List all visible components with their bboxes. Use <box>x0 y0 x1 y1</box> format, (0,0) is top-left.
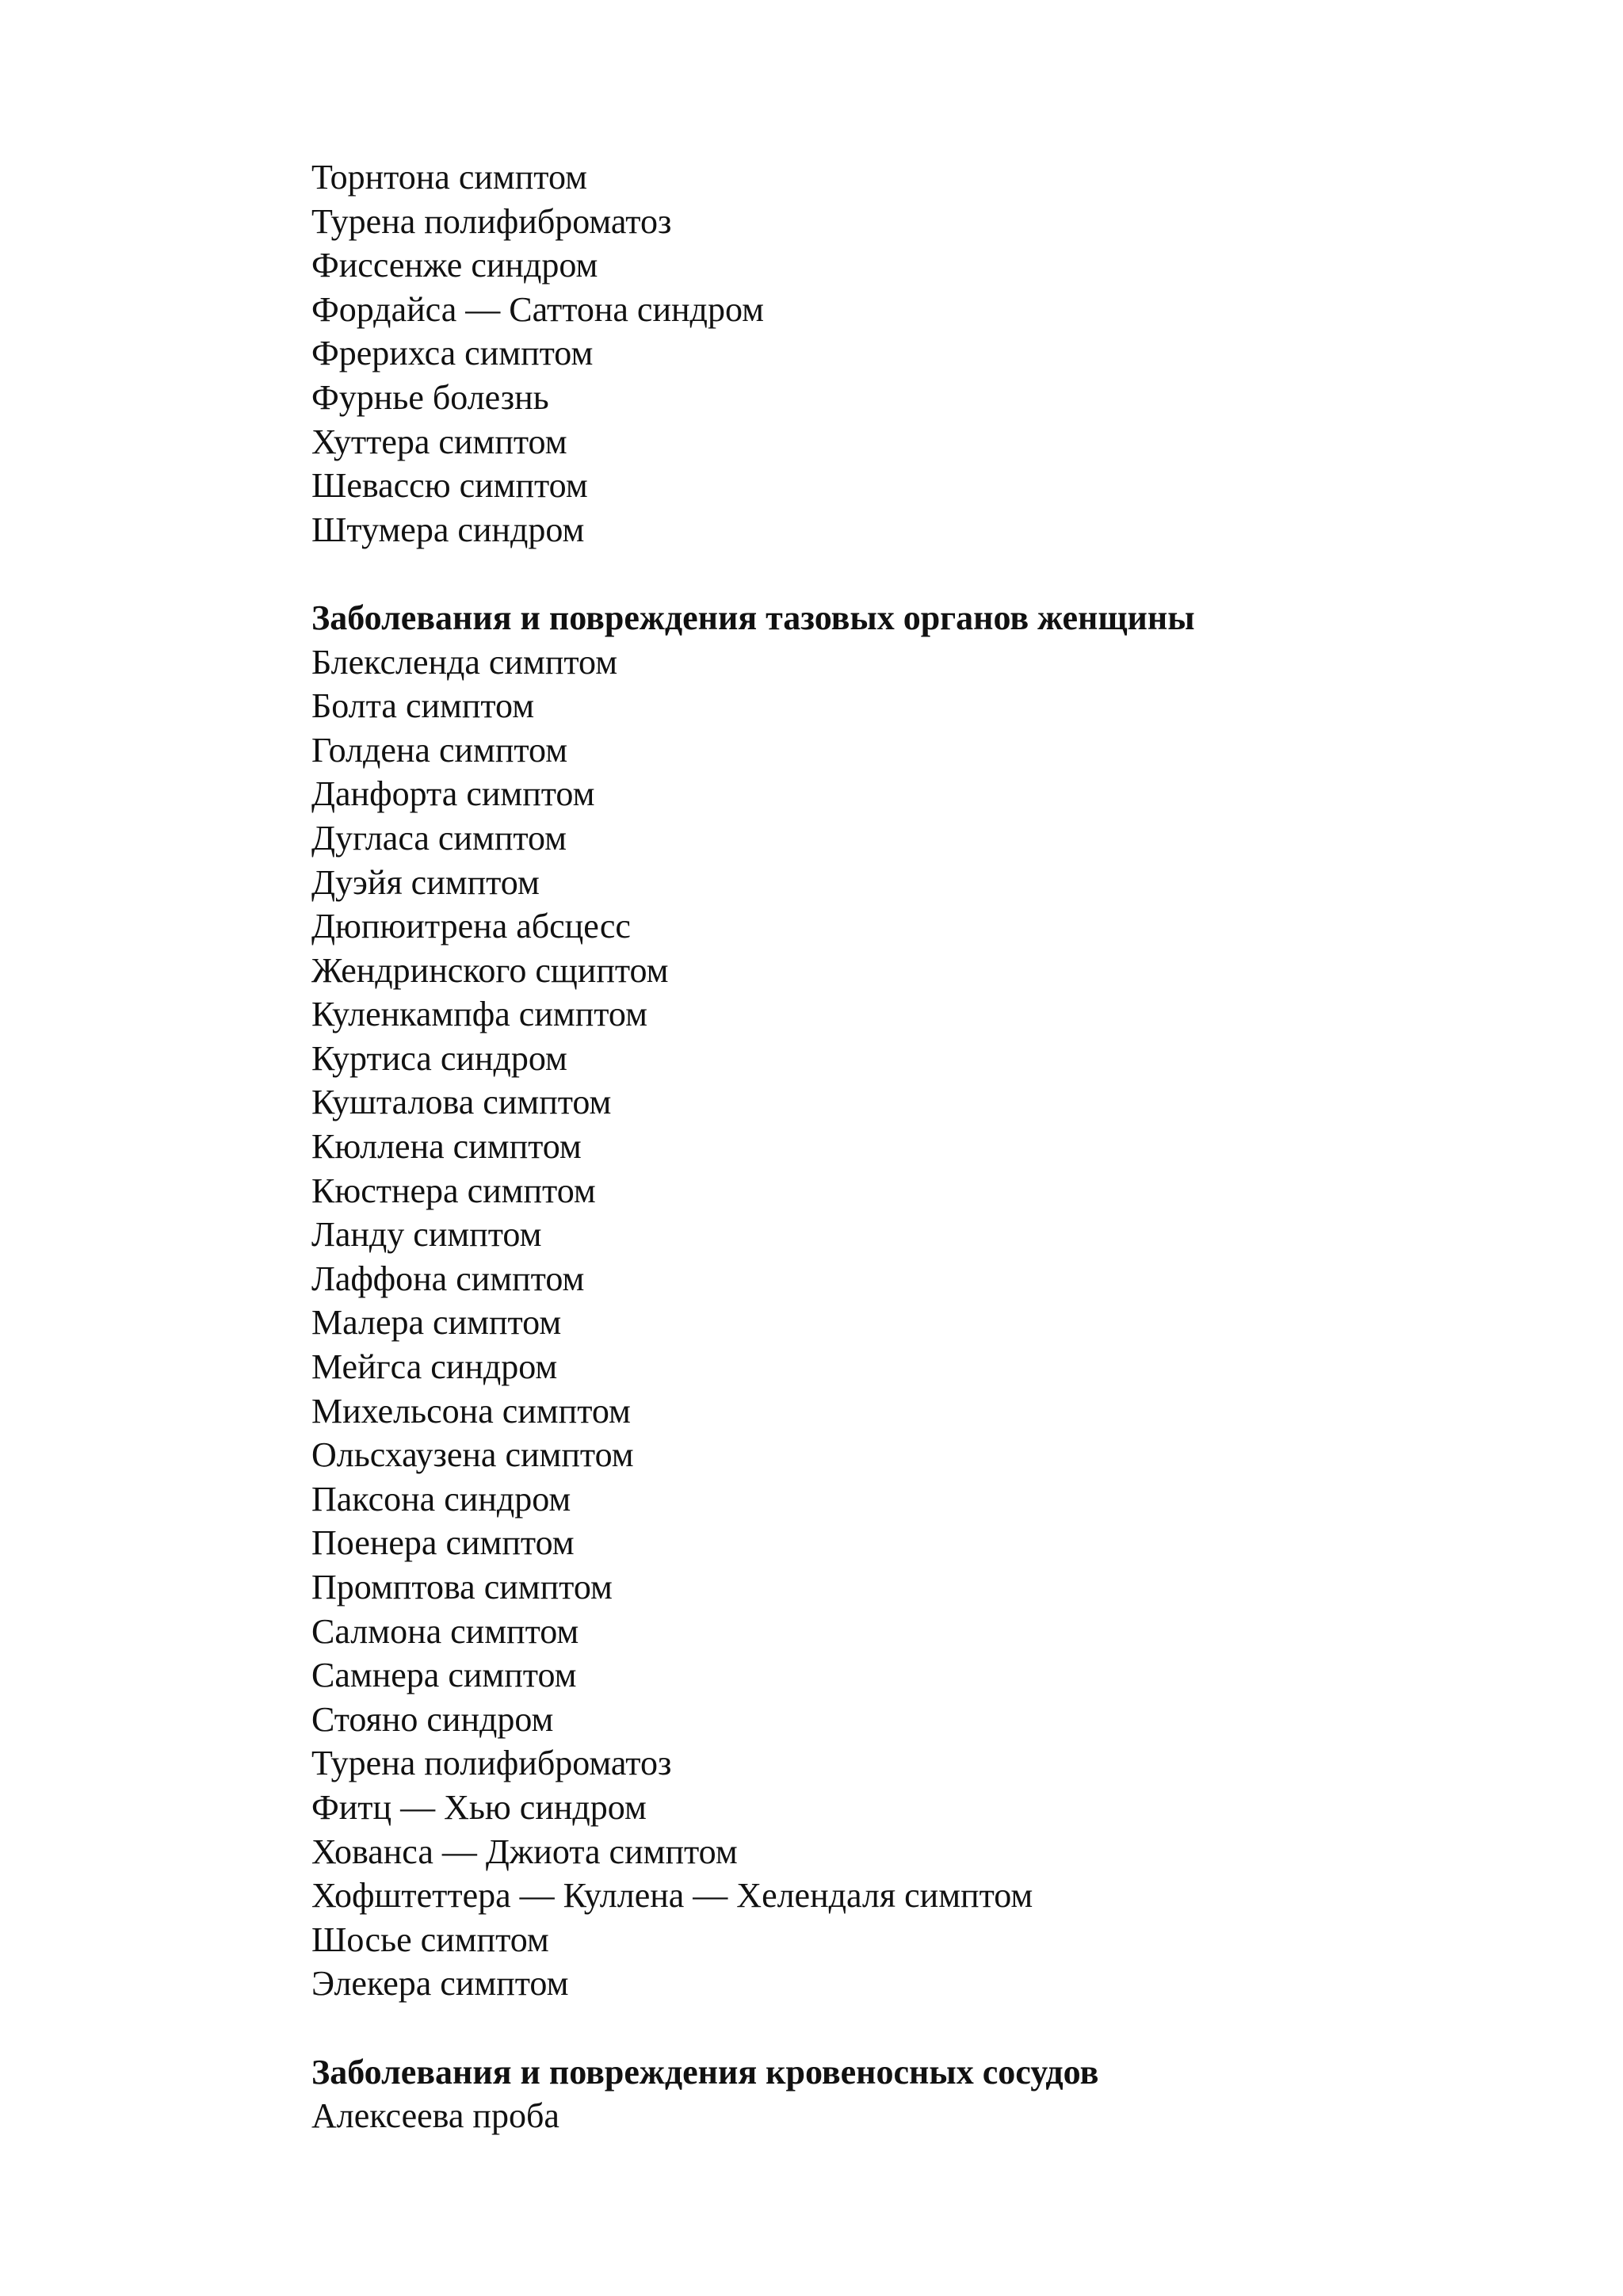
list-item: Дугласа симптом <box>311 818 567 858</box>
list-item: Голдена симптом <box>311 730 568 770</box>
list-item: Жендринского сщиптом <box>311 950 669 990</box>
list-item: Турена полифиброматоз <box>311 1744 672 1783</box>
list-item: Стояно синдром <box>311 1699 554 1739</box>
list-item: Фрерихса симптом <box>311 334 594 373</box>
list-item: Хуттера симптом <box>311 422 567 461</box>
list-item: Салмона симптом <box>311 1611 579 1651</box>
list-item: Фитц — Хью синдром <box>311 1787 647 1827</box>
list-item: Дуэйя симптом <box>311 862 540 902</box>
list-item: Хофштеттера — Куллена — Хелендаля симптом <box>311 1876 1033 1916</box>
list-item: Куленкампфа симптом <box>311 995 647 1034</box>
list-item: Кюстнера симптом <box>311 1171 596 1210</box>
list-item: Кюллена симптом <box>311 1127 582 1167</box>
list-item: Блексленда симптом <box>311 642 618 682</box>
list-item: Фордайса — Саттона синдром <box>311 289 764 329</box>
list-item: Ольсхаузена симптом <box>311 1435 634 1475</box>
paragraph-gap <box>311 2006 1500 2050</box>
list-item: Фиссенже синдром <box>311 246 598 285</box>
section-heading: Заболевания и повреждения тазовых органов женщины <box>311 598 1195 637</box>
list-item: Лаффона симптом <box>311 1259 585 1298</box>
list-item: Куртиса синдром <box>311 1038 567 1078</box>
list-item: Алексеева проба <box>311 2096 559 2136</box>
section-heading: Заболевания и повреждения кровеносных сосудов <box>311 2052 1099 2092</box>
list-item: Кушталова симптом <box>311 1083 612 1122</box>
list-item: Промптова симптом <box>311 1568 613 1606</box>
list-item: Данфорта симптом <box>311 774 595 814</box>
list-item: Паксона синдром <box>311 1479 571 1519</box>
list-item: Мейгса синдром <box>311 1347 558 1387</box>
list-item: Болта симптом <box>311 686 535 726</box>
list-item: Фурнье болезнь <box>311 377 549 417</box>
document-text-body <box>311 155 1500 2138</box>
list-item: Шосье симптом <box>311 1920 549 1959</box>
list-item: Элекера симптом <box>311 1964 569 2004</box>
list-item: Ланду симптом <box>311 1215 542 1255</box>
list-item: Михельсона симптом <box>311 1391 631 1431</box>
list-item: Самнера симптом <box>311 1656 577 1695</box>
list-item: Торнтона симптом <box>311 158 587 197</box>
list-item: Шевассю симптом <box>311 466 588 506</box>
list-item: Дюпюитрена абсцесс <box>311 907 631 946</box>
paragraph-gap <box>311 552 1500 596</box>
list-item: Турена полифиброматоз <box>311 201 672 241</box>
list-item: Малера симптом <box>311 1303 562 1343</box>
list-item: Поенера симптом <box>311 1523 575 1563</box>
list-item: Хованса — Джиота симптом <box>311 1832 738 1871</box>
list-item: Штумера синдром <box>311 510 585 549</box>
